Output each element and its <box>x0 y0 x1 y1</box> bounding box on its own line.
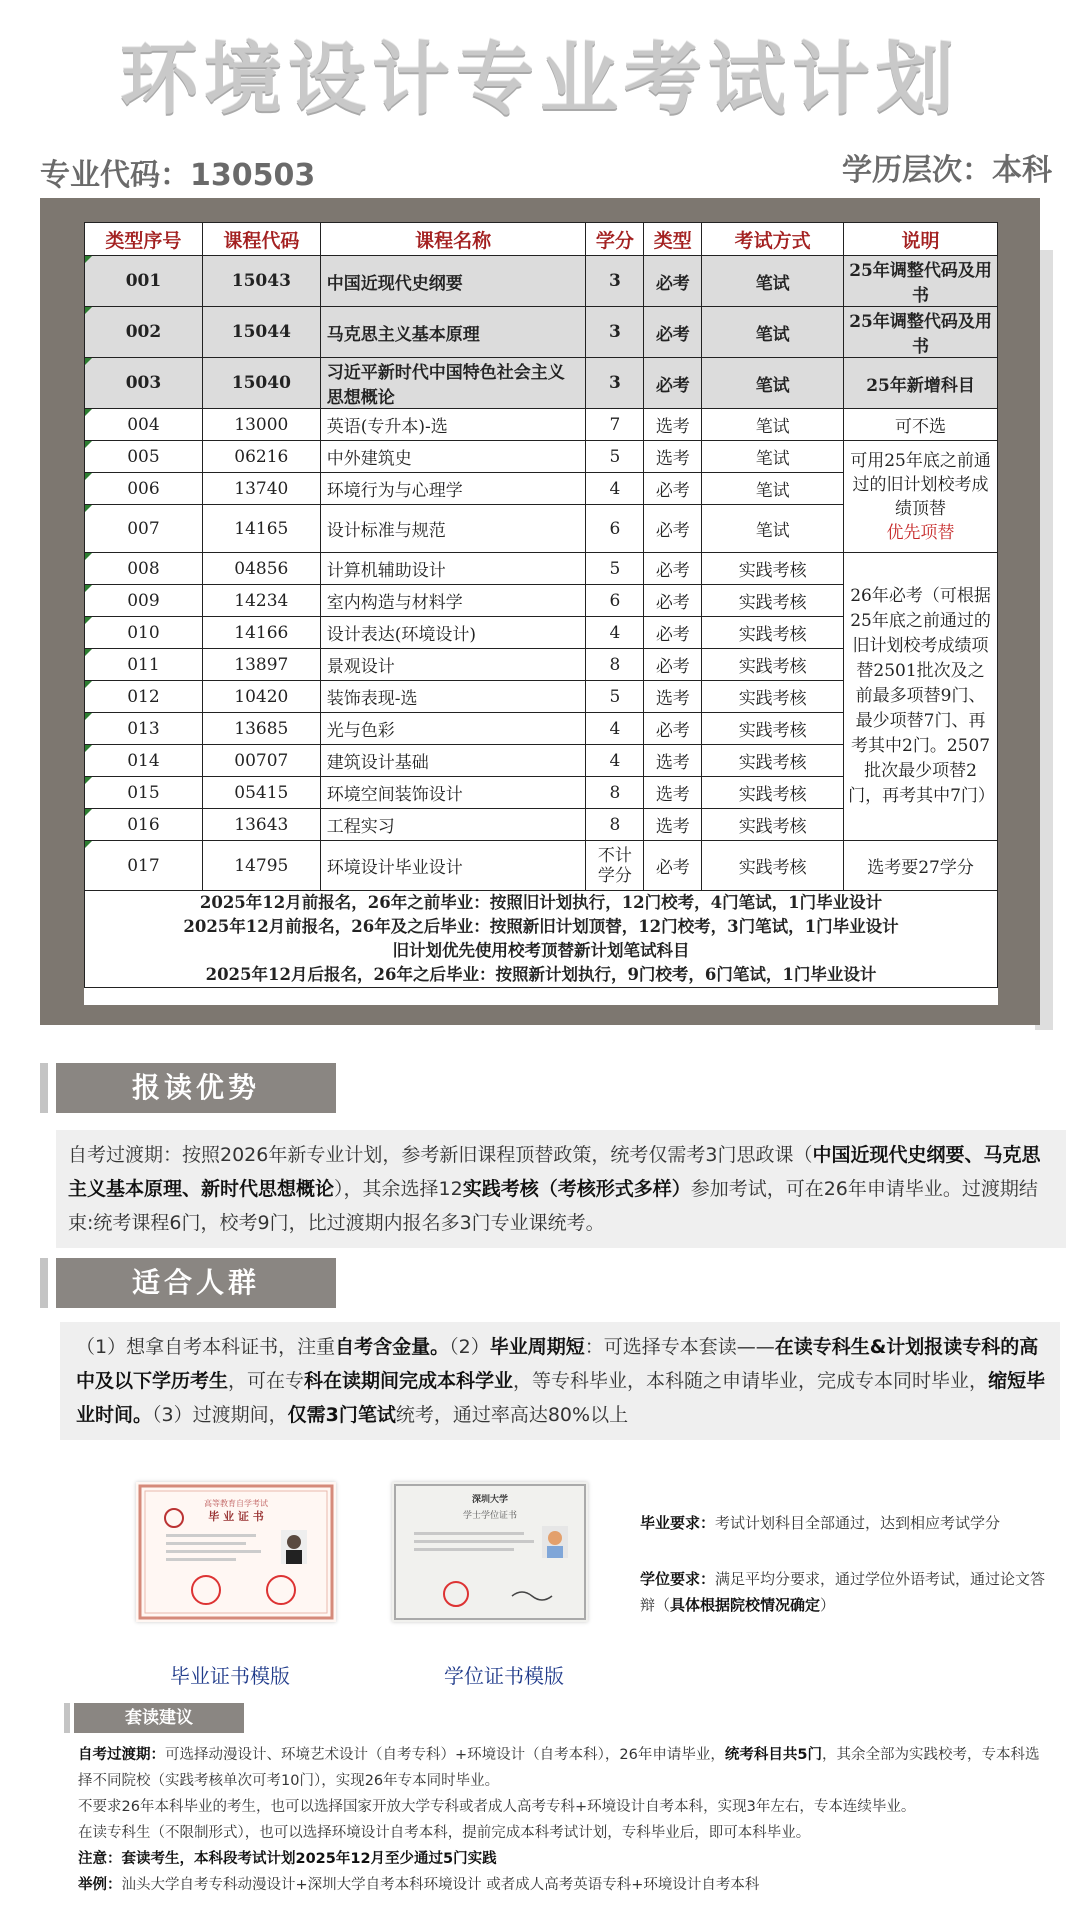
row-code: 13740 <box>202 473 320 505</box>
degree-requirement-text: 满足平均分要求，通过学位外语考试，通过论文答辩（ <box>640 1570 1046 1614</box>
row-method: 笔试 <box>702 505 844 553</box>
audience-text: ：可选择专本套读—— <box>584 1336 775 1358</box>
row-credit: 4 <box>586 713 644 745</box>
row-type: 必考 <box>644 841 702 891</box>
row-credit: 4 <box>586 473 644 505</box>
row-method: 笔试 <box>702 409 844 441</box>
audience-bold: 仅需3门笔试 <box>287 1404 396 1426</box>
degree-cert-title: 学士学位证书 <box>462 1511 518 1521</box>
suggestion-text: 可选择动漫设计、环境艺术设计（自考专科）+环境设计（自考本科），26年申请毕业， <box>165 1747 725 1763</box>
section-accent-bar <box>40 1063 48 1113</box>
row-name: 马克思主义基本原理 <box>320 307 586 358</box>
row-code: 10420 <box>202 681 320 713</box>
row-name: 设计标准与规范 <box>320 505 586 553</box>
audience-text: （2） <box>449 1336 490 1358</box>
row-no: 002 <box>85 307 203 358</box>
row-type: 必考 <box>644 649 702 681</box>
degree-requirement-bold: 具体根据院校情况确定 <box>670 1596 821 1614</box>
row-no: 015 <box>85 777 203 809</box>
header-name: 课程名称 <box>320 223 586 256</box>
row-remark-group-written <box>844 441 998 553</box>
row-type: 选考 <box>644 681 702 713</box>
note-line: 旧计划优先使用校考顶替新计划笔试科目 <box>392 941 690 960</box>
row-name: 计算机辅助设计 <box>320 553 586 585</box>
row-no: 014 <box>85 745 203 777</box>
row-method: 实践考核 <box>702 553 844 585</box>
suggestion-bold: 举例： <box>78 1877 122 1893</box>
row-code: 15040 <box>202 358 320 409</box>
audience-text: ，可在专 <box>228 1370 305 1392</box>
table-row <box>85 841 998 891</box>
suggestion-bold: 统考科目共5门 <box>724 1747 822 1763</box>
suggestion-bold: 自考过渡期： <box>78 1747 165 1763</box>
advantage-paragraph <box>56 1130 1066 1248</box>
row-type: 必考 <box>644 617 702 649</box>
suggestion-content <box>78 1742 1053 1898</box>
row-remark: 25年调整代码及用书 <box>844 307 998 358</box>
remark-substitute: 可用25年底之前通过的旧计划校考成绩顶替 <box>850 450 991 519</box>
grad-cert-title: 毕 业 证 书 <box>208 1510 264 1523</box>
audience-bold: 自考含金量。 <box>335 1336 450 1358</box>
row-credit: 6 <box>586 505 644 553</box>
row-name: 习近平新时代中国特色社会主义思想概论 <box>320 358 586 409</box>
row-method: 笔试 <box>702 307 844 358</box>
note-line: 2025年12月前报名，26年及之后毕业：按照新旧计划顶替，12门校考，3门笔试，1门毕业设计 <box>183 917 899 936</box>
graduation-certificate-graphic <box>136 1482 336 1622</box>
row-name: 中外建筑史 <box>320 441 586 473</box>
row-credit: 5 <box>586 681 644 713</box>
section-title-suggestion: 套读建议 <box>74 1703 244 1733</box>
suggestion-text: ，其余全部为实践校考，专本科选择不同院校（实践考核单次可考10门），实现26年专本同时毕业。 <box>78 1747 1040 1789</box>
table-row <box>85 256 998 307</box>
graduation-requirement-text: 考试计划科目全部通过，达到相应考试学分 <box>715 1514 1001 1532</box>
row-code: 00707 <box>202 745 320 777</box>
row-credit: 7 <box>586 409 644 441</box>
row-name: 中国近现代史纲要 <box>320 256 586 307</box>
row-no: 011 <box>85 649 203 681</box>
row-method: 实践考核 <box>702 841 844 891</box>
row-no: 010 <box>85 617 203 649</box>
row-type: 必考 <box>644 307 702 358</box>
suggestion-line: 不要求26年本科毕业的考生，也可以选择国家开放大学专科或者成人高考专科+环境设计自考本科，实现3年左右，专本连续毕业。 <box>78 1799 916 1815</box>
audience-bold: 科在读期间完成本科学业 <box>304 1370 514 1392</box>
row-type: 选考 <box>644 777 702 809</box>
suggestion-line <box>78 1872 1053 1898</box>
row-no: 001 <box>85 256 203 307</box>
audience-text: （1）想拿自考本科证书，注重 <box>76 1336 336 1358</box>
row-name: 室内构造与材料学 <box>320 585 586 617</box>
header-remark: 说明 <box>844 223 998 256</box>
row-type: 必考 <box>644 713 702 745</box>
row-type: 选考 <box>644 409 702 441</box>
row-remark: 选考要27学分 <box>844 841 998 891</box>
row-name: 英语(专升本)-选 <box>320 409 586 441</box>
row-credit: 4 <box>586 617 644 649</box>
row-type: 必考 <box>644 256 702 307</box>
row-name: 装饰表现-选 <box>320 681 586 713</box>
row-method: 笔试 <box>702 256 844 307</box>
row-name: 工程实习 <box>320 809 586 841</box>
row-name: 景观设计 <box>320 649 586 681</box>
suggestion-text: 汕头大学自考专科动漫设计+深圳大学自考本科环境设计 或者成人高考英语专科+环境设计自考本科 <box>121 1877 760 1893</box>
degree-certificate-graphic <box>392 1482 588 1622</box>
audience-paragraph <box>60 1322 1060 1440</box>
row-no: 012 <box>85 681 203 713</box>
advantage-bold: 中国近现代史纲要、马克思主义基本原理、新时代思想概论 <box>68 1144 1041 1200</box>
major-code: 专业代码：130503 <box>40 158 316 193</box>
row-no: 005 <box>85 441 203 473</box>
row-no: 007 <box>85 505 203 553</box>
row-no: 006 <box>85 473 203 505</box>
row-credit: 3 <box>586 358 644 409</box>
row-name: 建筑设计基础 <box>320 745 586 777</box>
row-code: 06216 <box>202 441 320 473</box>
row-remark-group-practice: 26年必考（可根据25年底之前通过的旧计划校考成绩项替2501批次及之前最多项替9门、最少项替7门、再考其中2门。2507批次最少项替2门，再考其中7门） <box>844 553 998 841</box>
row-credit: 8 <box>586 777 644 809</box>
row-method: 实践考核 <box>702 777 844 809</box>
row-name: 环境空间装饰设计 <box>320 777 586 809</box>
row-credit: 4 <box>586 745 644 777</box>
grad-cert-small-title: 高等教育自学考试 <box>204 1499 268 1508</box>
row-code: 13643 <box>202 809 320 841</box>
section-title-audience: 适合人群 <box>56 1258 336 1308</box>
header-no: 类型序号 <box>85 223 203 256</box>
row-remark: 可不选 <box>844 409 998 441</box>
audience-text: （3）过渡期间， <box>152 1404 288 1426</box>
row-type: 选考 <box>644 809 702 841</box>
row-method: 笔试 <box>702 358 844 409</box>
row-name: 光与色彩 <box>320 713 586 745</box>
table-row <box>85 307 998 358</box>
suggestion-line: 在读专科生（不限制形式），也可以选择环境设计自考本科，提前完成本科考试计划，专科毕业后，即可本科毕业。 <box>78 1825 811 1841</box>
header-credit: 学分 <box>586 223 644 256</box>
row-code: 14234 <box>202 585 320 617</box>
row-credit: 3 <box>586 256 644 307</box>
page-title: 环境设计专业考试计划 <box>119 35 960 125</box>
row-method: 实践考核 <box>702 649 844 681</box>
row-code: 14795 <box>202 841 320 891</box>
remark-priority: 优先项替 <box>886 522 955 543</box>
table-row <box>85 553 998 585</box>
graduation-certificate-caption: 毕业证书模版 <box>170 1664 290 1688</box>
table-notes <box>85 891 998 988</box>
row-no: 017 <box>85 841 203 891</box>
row-code: 13897 <box>202 649 320 681</box>
degree-requirement-end: ） <box>820 1596 836 1614</box>
row-credit: 3 <box>586 307 644 358</box>
row-no: 003 <box>85 358 203 409</box>
row-credit: 5 <box>586 441 644 473</box>
header-code: 课程代码 <box>202 223 320 256</box>
audience-bold: 在读专科生&计划报读专科的高中及以下学历考生 <box>76 1336 1039 1392</box>
education-level: 学历层次：本科 <box>842 153 1052 188</box>
row-method: 实践考核 <box>702 681 844 713</box>
row-type: 必考 <box>644 358 702 409</box>
audience-text: 统考，通过率高达80%以上 <box>395 1404 629 1426</box>
header-type: 类型 <box>644 223 702 256</box>
audience-bold: 毕业周期短 <box>489 1336 585 1358</box>
row-type: 选考 <box>644 745 702 777</box>
row-code: 15044 <box>202 307 320 358</box>
row-no: 008 <box>85 553 203 585</box>
row-credit: 不计学分 <box>586 841 644 891</box>
row-code: 05415 <box>202 777 320 809</box>
row-no: 013 <box>85 713 203 745</box>
row-credit: 6 <box>586 585 644 617</box>
graduation-requirement <box>640 1510 1060 1536</box>
table-row <box>85 441 998 473</box>
row-code: 13685 <box>202 713 320 745</box>
section-title-advantage: 报读优势 <box>56 1063 336 1113</box>
row-method: 笔试 <box>702 441 844 473</box>
row-type: 必考 <box>644 553 702 585</box>
audience-text: ，等专科毕业，本科随之申请毕业，完成专本同时毕业， <box>513 1370 989 1392</box>
advantage-bold: 实践考核（考核形式多样） <box>462 1178 691 1200</box>
section-accent-bar <box>40 1258 48 1308</box>
row-credit: 5 <box>586 553 644 585</box>
note-line: 2025年12月前报名，26年之前毕业：按照旧计划执行，12门校考，4门笔试，1门毕业设计 <box>199 893 883 912</box>
suggestion-line <box>78 1742 1053 1794</box>
degree-certificate-image <box>392 1482 588 1622</box>
row-code: 13000 <box>202 409 320 441</box>
table-header-row <box>85 223 998 256</box>
row-type: 必考 <box>644 473 702 505</box>
note-line: 2025年12月后报名，26年之后毕业：按照新计划执行，9门校考，6门笔试，1门毕业设计 <box>205 965 877 984</box>
row-no: 004 <box>85 409 203 441</box>
row-type: 选考 <box>644 441 702 473</box>
row-remark: 25年调整代码及用书 <box>844 256 998 307</box>
graduation-requirement-label: 毕业要求： <box>640 1514 716 1532</box>
row-type: 必考 <box>644 585 702 617</box>
advantage-text: ），其余选择12 <box>334 1178 463 1200</box>
row-name: 环境设计毕业设计 <box>320 841 586 891</box>
row-method: 实践考核 <box>702 617 844 649</box>
row-no: 009 <box>85 585 203 617</box>
row-code: 14165 <box>202 505 320 553</box>
graduation-certificate-image <box>136 1482 336 1622</box>
audience-bold: 缩短毕业时间。 <box>76 1370 1046 1426</box>
row-credit: 8 <box>586 809 644 841</box>
suggestion-note: 注意：套读考生，本科段考试计划2025年12月至少通过5门实践 <box>78 1851 497 1867</box>
row-remark: 25年新增科目 <box>844 358 998 409</box>
row-method: 实践考核 <box>702 585 844 617</box>
row-code: 14166 <box>202 617 320 649</box>
degree-certificate-caption: 学位证书模版 <box>444 1664 564 1688</box>
row-method: 实践考核 <box>702 713 844 745</box>
row-name: 设计表达(环境设计) <box>320 617 586 649</box>
exam-plan-table <box>84 222 998 988</box>
section-accent-bar <box>64 1703 70 1733</box>
row-no: 016 <box>85 809 203 841</box>
row-method: 实践考核 <box>702 809 844 841</box>
row-credit: 8 <box>586 649 644 681</box>
degree-cert-school: 深圳大学 <box>471 1495 509 1505</box>
table-notes-row <box>85 891 998 988</box>
row-name: 环境行为与心理学 <box>320 473 586 505</box>
advantage-text: 参加考试，可在26年申请毕业。过渡期结束:统考课程6门，校考9门，比过渡期内报名多3门专业课统考。 <box>68 1178 1038 1234</box>
table-row <box>85 358 998 409</box>
degree-requirement-label: 学位要求： <box>640 1570 716 1588</box>
row-type: 必考 <box>644 505 702 553</box>
row-method: 笔试 <box>702 473 844 505</box>
degree-requirement <box>640 1566 1060 1618</box>
table-row <box>85 409 998 441</box>
advantage-text: 自考过渡期：按照2026年新专业计划，参考新旧课程顶替政策，统考仅需考3门思政课（ <box>68 1144 813 1166</box>
row-code: 15043 <box>202 256 320 307</box>
row-code: 04856 <box>202 553 320 585</box>
header-method: 考试方式 <box>702 223 844 256</box>
row-method: 实践考核 <box>702 745 844 777</box>
